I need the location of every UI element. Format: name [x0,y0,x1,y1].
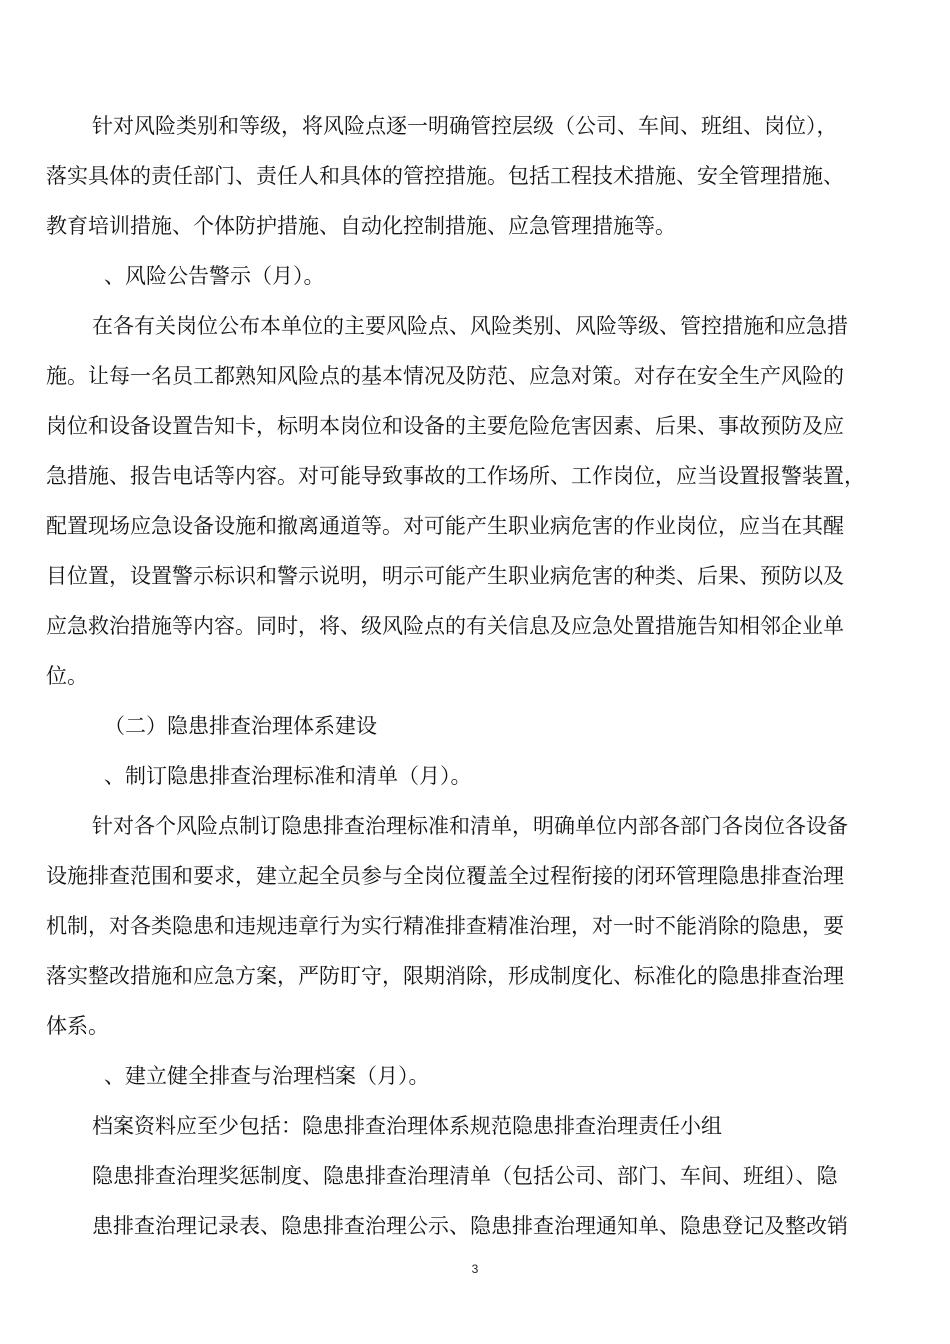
paragraph-line: 岗位和设备设置告知卡，标明本岗位和设备的主要危险危害因素、后果、事故预防及应 [46,414,844,438]
paragraph-line: 教育培训措施、个体防护措施、自动化控制措施、应急管理措施等。 [46,214,676,238]
paragraph-line: 落实具体的责任部门、责任人和具体的管控措施。包括工程技术措施、安全管理措施、 [46,164,844,188]
paragraph-line: 针对风险类别和等级，将风险点逐一明确管控层级（公司、车间、班组、岗位）， [92,114,838,138]
page-number: 3 [471,1262,479,1276]
paragraph-line: 体系。 [46,1014,109,1038]
paragraph-line: 急措施、报告电话等内容。对可能导致事故的工作场所、工作岗位，应当设置报警装置， [46,464,865,488]
paragraph-line: 落实整改措施和应急方案，严防盯守，限期消除，形成制度化、标准化的隐患排查治理 [46,964,844,988]
paragraph-line: 在各有关岗位公布本单位的主要风险点、风险类别、风险等级、管控措施和应急措 [92,314,848,338]
paragraph-line: 目位置，设置警示标识和警示说明，明示可能产生职业病危害的种类、后果、预防以及 [46,564,844,588]
paragraph-line: 隐患排查治理奖惩制度、隐患排查治理清单（包括公司、部门、车间、班组）、隐 [92,1164,838,1188]
paragraph-line: 患排查治理记录表、隐患排查治理公示、隐患排查治理通知单、隐患登记及整改销 [92,1214,848,1238]
paragraph-line: 施。让每一名员工都熟知风险点的基本情况及防范、应急对策。对存在安全生产风险的 [46,364,844,388]
paragraph-line: 配置现场应急设备设施和撤离通道等。对可能产生职业病危害的作业岗位，应当在其醒 [46,514,844,538]
paragraph-line: 设施排查范围和要求，建立起全员参与全岗位覆盖全过程衔接的闭环管理隐患排查治理 [46,864,844,888]
paragraph-line: 应急救治措施等内容。同时，将、级风险点的有关信息及应急处置措施告知相邻企业单 [46,614,844,638]
section-heading: 、制订隐患排查治理标准和清单（月）。 [104,764,472,788]
section-heading: （二）隐患排查治理体系建设 [104,714,377,738]
section-heading: 、建立健全排查与治理档案（月）。 [104,1064,430,1088]
paragraph-line: 机制，对各类隐患和违规违章行为实行精准排查精准治理，对一时不能消除的隐患，要 [46,914,844,938]
paragraph-line: 位。 [46,664,88,688]
section-heading: 、风险公告警示（月）。 [104,264,325,288]
paragraph-line: 针对各个风险点制订隐患排查治理标准和清单，明确单位内部各部门各岗位各设备 [92,814,848,838]
paragraph-line: 档案资料应至少包括：隐患排查治理体系规范隐患排查治理责任小组 [92,1114,722,1138]
